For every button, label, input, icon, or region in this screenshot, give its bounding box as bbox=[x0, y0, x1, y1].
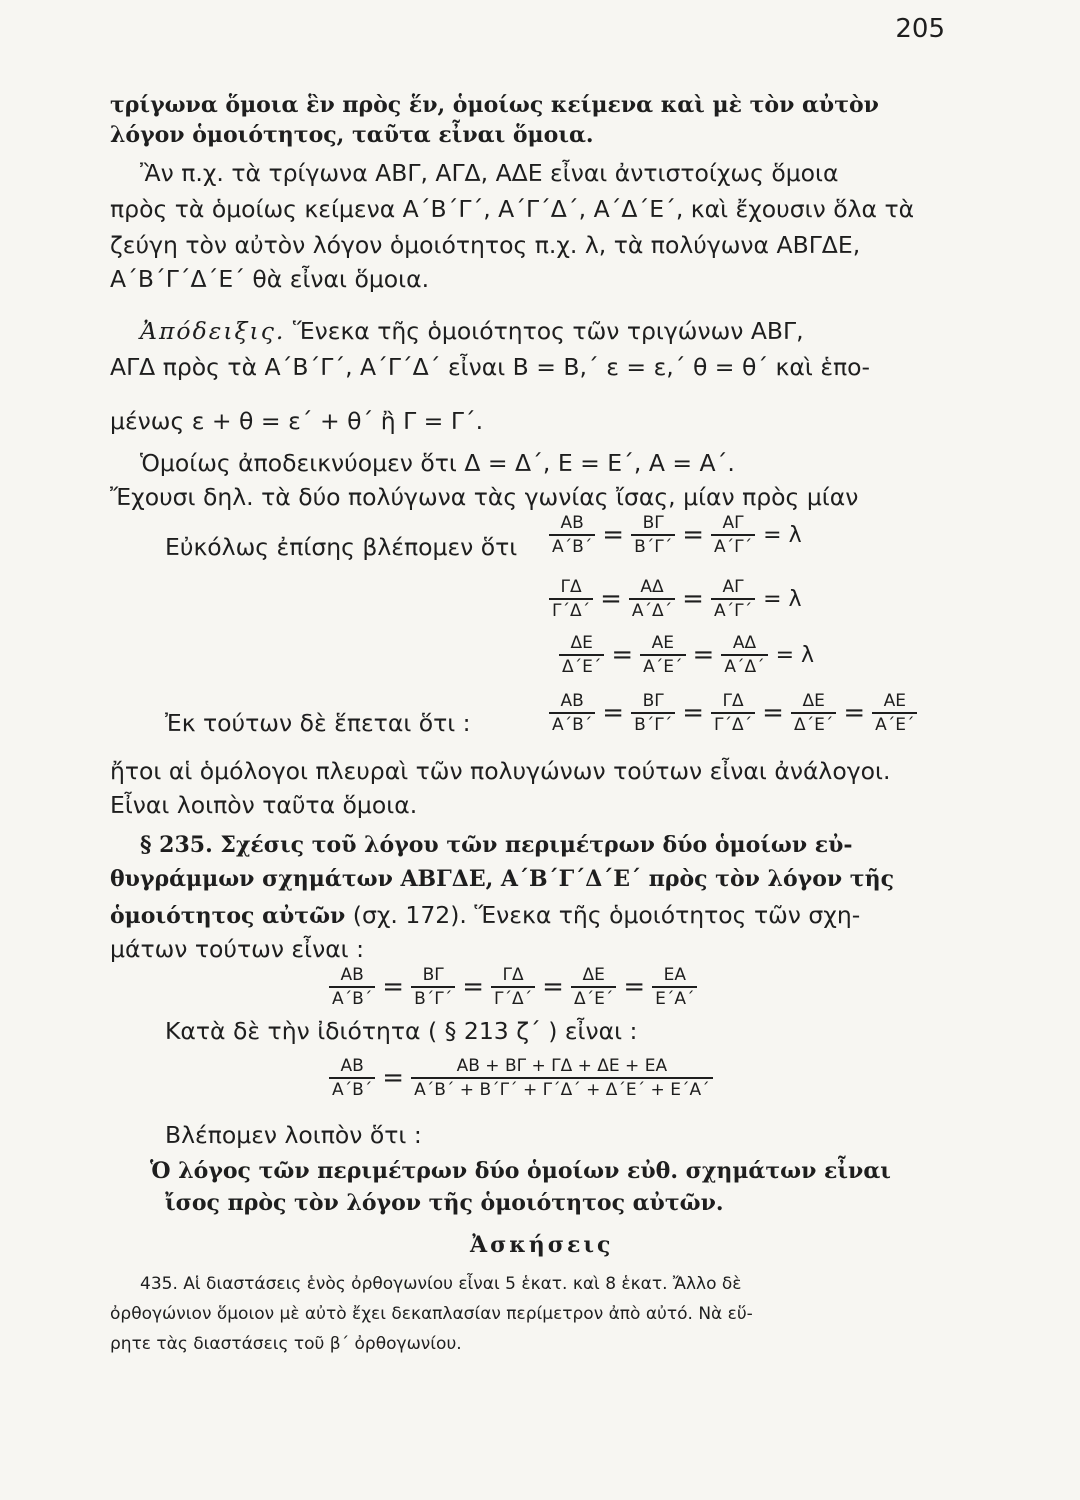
numerator: ΑΔ bbox=[732, 633, 757, 653]
numerator: ΒΓ bbox=[422, 965, 444, 985]
ratio-lambda: = λ bbox=[763, 522, 802, 548]
equals-sign: = bbox=[382, 1063, 405, 1093]
denominator: Δ΄Ε΄ bbox=[791, 712, 836, 736]
text-line: Ἔχουσι δηλ. τὰ δύο πολύγωνα τὰς γωνίας ἴσας, μίαν πρὸς μίαν bbox=[110, 483, 859, 511]
numerator: ΑΓ bbox=[722, 577, 744, 597]
equals-sign: = bbox=[682, 698, 705, 728]
conclusion-line: ἴσος πρὸς τὸν λόγον τῆς ὁμοιότητος αὐτῶν. bbox=[165, 1190, 724, 1216]
denominator: Β΄Γ΄ bbox=[631, 534, 675, 558]
numerator: ΓΔ bbox=[722, 691, 744, 711]
fraction bbox=[791, 690, 836, 736]
text-line: μένως ε + θ = ε΄ + θ΄ ἢ Γ = Γ΄. bbox=[110, 407, 484, 435]
denominator: Α΄Β΄ bbox=[329, 986, 375, 1010]
numerator: ΒΓ bbox=[642, 691, 664, 711]
equals-sign: = bbox=[611, 640, 634, 670]
equals-sign: = bbox=[682, 520, 705, 550]
exercise-line: ὀρθογώνιον ὅμοιον μὲ αὐτὸ ἔχει δεκαπλασίαν περίμετρον ἀπὸ αὐτό. Νὰ εὕ- bbox=[110, 1304, 753, 1324]
numerator: ΔΕ bbox=[802, 691, 825, 711]
equals-sign: = bbox=[542, 972, 564, 1002]
denominator: Δ΄Ε΄ bbox=[559, 654, 604, 678]
denominator: Α΄Γ΄ bbox=[711, 598, 755, 622]
numerator: ΕΑ bbox=[663, 965, 686, 985]
denominator: Δ΄Ε΄ bbox=[571, 986, 616, 1010]
denominator: Α΄Δ΄ bbox=[721, 654, 767, 678]
equals-sign: = bbox=[462, 972, 485, 1002]
text-line: Ἐκ τούτων δὲ ἕπεται ὅτι : bbox=[165, 709, 471, 737]
equals-sign: = bbox=[623, 972, 646, 1002]
equation-4 bbox=[545, 690, 921, 736]
denominator: Α΄Β΄ bbox=[329, 1077, 375, 1101]
proof-line bbox=[140, 316, 804, 346]
equals-sign: = bbox=[692, 640, 715, 670]
exercise-line: 435. Αἱ διαστάσεις ἑνὸς ὀρθογωνίου εἶναι 5 ἑκατ. καὶ 8 ἑκατ. Ἄλλο δὲ bbox=[140, 1274, 742, 1294]
denominator: Α΄Ε΄ bbox=[640, 654, 685, 678]
fraction bbox=[711, 512, 755, 558]
fraction bbox=[721, 632, 767, 678]
text-phrase: (σχ. 172). Ἕνεκα τῆς ὁμοιότητος τῶν σχη- bbox=[352, 901, 861, 929]
fraction bbox=[629, 576, 675, 622]
equals-sign: = bbox=[762, 698, 784, 728]
numerator: ΑΒ bbox=[340, 1056, 364, 1076]
equals-sign: = bbox=[843, 698, 866, 728]
text-line: τρίγωνα ὅμοια ἓν πρὸς ἕν, ὁμοίως κείμενα καὶ μὲ τὸν αὐτὸν bbox=[110, 92, 879, 118]
equation-2 bbox=[545, 576, 802, 622]
proof-label: Ἀπόδειξις. bbox=[140, 317, 286, 345]
text-line: ΑΓΔ πρὸς τὰ Α΄Β΄Γ΄, Α΄Γ΄Δ΄ εἶναι Β = Β,΄ ε = ε,΄ θ = θ΄ καὶ ἑπο- bbox=[110, 353, 871, 381]
ratio-lambda: = λ bbox=[763, 586, 802, 612]
text-line: Κατὰ δὲ τὴν ἰδιότητα ( § 213 ζ΄ ) εἶναι : bbox=[165, 1017, 638, 1045]
fraction bbox=[631, 690, 675, 736]
text-line: πρὸς τὰ ὁμοίως κείμενα Α΄Β΄Γ΄, Α΄Γ΄Δ΄, Α΄Δ΄Ε΄, καὶ ἔχουσιν ὅλα τὰ bbox=[110, 195, 915, 223]
numerator: ΔΕ bbox=[570, 633, 593, 653]
numerator: ΑΓ bbox=[722, 513, 744, 533]
text-line: ἤτοι αἱ ὁμόλογοι πλευραὶ τῶν πολυγώνων τούτων εἶναι ἀνάλογοι. bbox=[110, 757, 891, 785]
numerator: ΔΕ bbox=[582, 965, 605, 985]
bold-phrase: ὁμοιότητος αὐτῶν bbox=[110, 903, 346, 929]
text-line: λόγον ὁμοιότητος, ταῦτα εἶναι ὅμοια. bbox=[110, 122, 594, 148]
conclusion-line: Ὁ λόγος τῶν περιμέτρων δύο ὁμοίων εὐθ. σχημάτων εἶναι bbox=[150, 1158, 891, 1184]
ratio-lambda: = λ bbox=[775, 642, 815, 668]
numerator: ΓΔ bbox=[502, 965, 524, 985]
equation-5 bbox=[325, 964, 701, 1010]
denominator: Α΄Β΄ bbox=[549, 534, 595, 558]
fraction bbox=[549, 576, 593, 622]
equals-sign: = bbox=[382, 972, 405, 1002]
equals-sign: = bbox=[602, 698, 625, 728]
fraction bbox=[711, 690, 755, 736]
equals-sign: = bbox=[600, 584, 622, 614]
denominator: Γ΄Δ΄ bbox=[549, 598, 593, 622]
denominator: Α΄Δ΄ bbox=[629, 598, 675, 622]
exercises-heading: Ἀσκήσεις bbox=[470, 1232, 614, 1258]
denominator: Ε΄Α΄ bbox=[652, 986, 697, 1010]
fraction bbox=[640, 632, 685, 678]
fraction bbox=[411, 964, 455, 1010]
numerator: ΑΒ + ΒΓ + ΓΔ + ΔΕ + ΕΑ bbox=[456, 1056, 668, 1076]
section-heading: θυγράμμων σχημάτων ΑΒΓΔΕ, Α΄Β΄Γ΄Δ΄Ε΄ πρὸς τὸν λόγον τῆς bbox=[110, 866, 894, 892]
fraction bbox=[571, 964, 616, 1010]
denominator: Γ΄Δ΄ bbox=[491, 986, 535, 1010]
fraction bbox=[549, 690, 595, 736]
text-line bbox=[110, 900, 860, 931]
fraction bbox=[711, 576, 755, 622]
fraction bbox=[329, 1055, 375, 1101]
text-line: Εὐκόλως ἐπίσης βλέπομεν ὅτι bbox=[165, 533, 518, 561]
text-line: μάτων τούτων εἶναι : bbox=[110, 935, 365, 963]
fraction bbox=[631, 512, 675, 558]
fraction bbox=[491, 964, 535, 1010]
proof-text: Ἕνεκα τῆς ὁμοιότητος τῶν τριγώνων ΑΒΓ, bbox=[292, 317, 804, 345]
text-line: Ἂν π.χ. τὰ τρίγωνα ΑΒΓ, ΑΓΔ, ΑΔΕ εἶναι ἀντιστοίχως ὅμοια bbox=[140, 159, 839, 187]
text-line: ζεύγη τὸν αὐτὸν λόγον ὁμοιότητος π.χ. λ, τὰ πολύγωνα ΑΒΓΔΕ, bbox=[110, 231, 861, 259]
equation-3 bbox=[555, 632, 814, 678]
numerator: ΑΒ bbox=[340, 965, 364, 985]
fraction bbox=[559, 632, 604, 678]
denominator: Β΄Γ΄ bbox=[411, 986, 455, 1010]
denominator: Α΄Ε΄ bbox=[872, 712, 917, 736]
numerator: ΓΔ bbox=[560, 577, 582, 597]
denominator: Α΄Γ΄ bbox=[711, 534, 755, 558]
page-number: 205 bbox=[895, 14, 945, 44]
equals-sign: = bbox=[682, 584, 704, 614]
fraction bbox=[549, 512, 595, 558]
numerator: ΑΒ bbox=[560, 513, 584, 533]
fraction bbox=[329, 964, 375, 1010]
numerator: ΑΒ bbox=[560, 691, 584, 711]
denominator: Γ΄Δ΄ bbox=[711, 712, 755, 736]
fraction bbox=[411, 1055, 712, 1101]
denominator: Α΄Β΄ bbox=[549, 712, 595, 736]
denominator: Β΄Γ΄ bbox=[631, 712, 675, 736]
fraction bbox=[652, 964, 697, 1010]
numerator: ΒΓ bbox=[642, 513, 664, 533]
section-heading: § 235. Σχέσις τοῦ λόγου τῶν περιμέτρων δύο ὁμοίων εὐ- bbox=[140, 832, 853, 858]
text-line: Εἶναι λοιπὸν ταῦτα ὅμοια. bbox=[110, 791, 418, 819]
numerator: ΑΕ bbox=[651, 633, 675, 653]
text-line: Βλέπομεν λοιπὸν ὅτι : bbox=[165, 1121, 422, 1149]
numerator: ΑΕ bbox=[883, 691, 906, 711]
equation-6 bbox=[325, 1055, 717, 1101]
denominator: Α΄Β΄ + Β΄Γ΄ + Γ΄Δ΄ + Δ΄Ε΄ + Ε΄Α΄ bbox=[411, 1077, 712, 1101]
equation-1 bbox=[545, 512, 802, 558]
numerator: ΑΔ bbox=[640, 577, 664, 597]
exercise-line: ρητε τὰς διαστάσεις τοῦ β΄ ὀρθογωνίου. bbox=[110, 1334, 462, 1354]
equals-sign: = bbox=[602, 520, 625, 550]
text-line: Ὁμοίως ἀποδεικνύομεν ὅτι Δ = Δ΄, Ε = Ε΄, Α = Α΄. bbox=[140, 449, 735, 477]
fraction bbox=[872, 690, 917, 736]
text-line: Α΄Β΄Γ΄Δ΄Ε΄ θὰ εἶναι ὅμοια. bbox=[110, 265, 430, 293]
